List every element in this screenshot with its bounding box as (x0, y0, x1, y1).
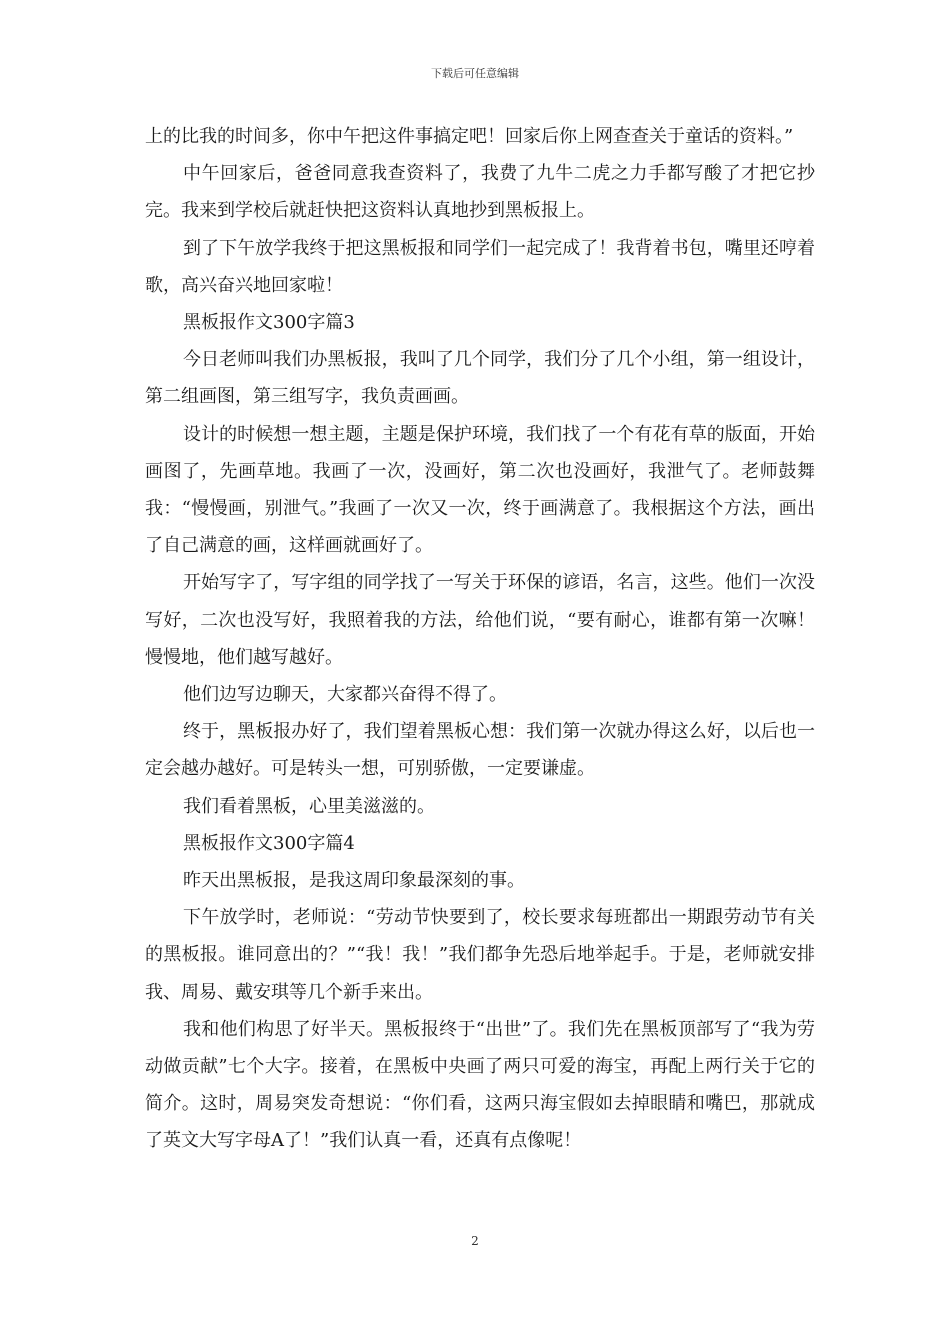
section-heading: 黑板报作文300字篇3 (183, 312, 355, 334)
paragraph: 终于，黑板报办好了，我们望着黑板心想：我们第一次就办得这么好，以后也一定会越办越好。可是转头一想，可别骄傲，一定要谦虚。 (145, 721, 815, 780)
section-heading: 黑板报作文300字篇4 (183, 832, 355, 854)
paragraph: 今日老师叫我们办黑板报，我叫了几个同学，我们分了几个小组，第一组设计，第二组画图，第三组写字，我负责画画。 (145, 349, 815, 408)
paragraph: 他们边写边聊天，大家都兴奋得不得了。 (183, 684, 507, 706)
paragraph: 我们看着黑板，心里美滋滋的。 (183, 795, 435, 817)
paragraph: 设计的时候想一想主题，主题是保护环境，我们找了一个有花有草的版面，开始画图了，先画草地。我画了一次，没画好，第二次也没画好，我泄气了。老师鼓舞我：“慢慢画，别泄气。”我画了一次又一次，终于画满意了。我根据这个方法，画出了自己满意的画，这样画就画好了。 (145, 423, 815, 557)
paragraph: 下午放学时，老师说：“劳动节快要到了，校长要求每班都出一期跟劳动节有关的黑板报。谁同意出的？”“我！我！”我们都争先恐后地举起手。于是，老师就安排我、周易、戴安琪等几个新手来出。 (145, 907, 815, 1003)
paragraph: 中午回家后，爸爸同意我查资料了，我费了九牛二虎之力手都写酸了才把它抄完。我来到学校后就赶快把这资料认真地抄到黑板报上。 (145, 163, 815, 222)
paragraph: 我和他们构思了好半天。黑板报终于“出世”了。我们先在黑板顶部写了“我为劳动做贡献”七个大字。接着，在黑板中央画了两只可爱的海宝，再配上两行关于它的简介。这时，周易突发奇想说：“你们看，这两只海宝假如去掉眼睛和嘴巴，那就成了英文大写字母A了！”我们认真一看，还真有点像呢！ (145, 1018, 815, 1152)
page-number: 2 (471, 1234, 479, 1248)
paragraph: 开始写字了，写字组的同学找了一写关于环保的谚语，名言，这些。他们一次没写好，二次也没写好，我照着我的方法，给他们说，“要有耐心，谁都有第一次嘛！慢慢地，他们越写越好。 (145, 572, 815, 668)
page-header: 下载后可任意编辑 (431, 67, 519, 80)
document-body (145, 118, 815, 1160)
paragraph: 昨天出黑板报，是我这周印象最深刻的事。 (183, 870, 525, 892)
paragraph: 到了下午放学我终于把这黑板报和同学们一起完成了！我背着书包，嘴里还哼着歌，高兴奋兴地回家啦！ (145, 237, 815, 296)
paragraph-continuation: 上的比我的时间多，你中午把这件事搞定吧！回家后你上网查查关于童话的资料。” (145, 126, 794, 147)
